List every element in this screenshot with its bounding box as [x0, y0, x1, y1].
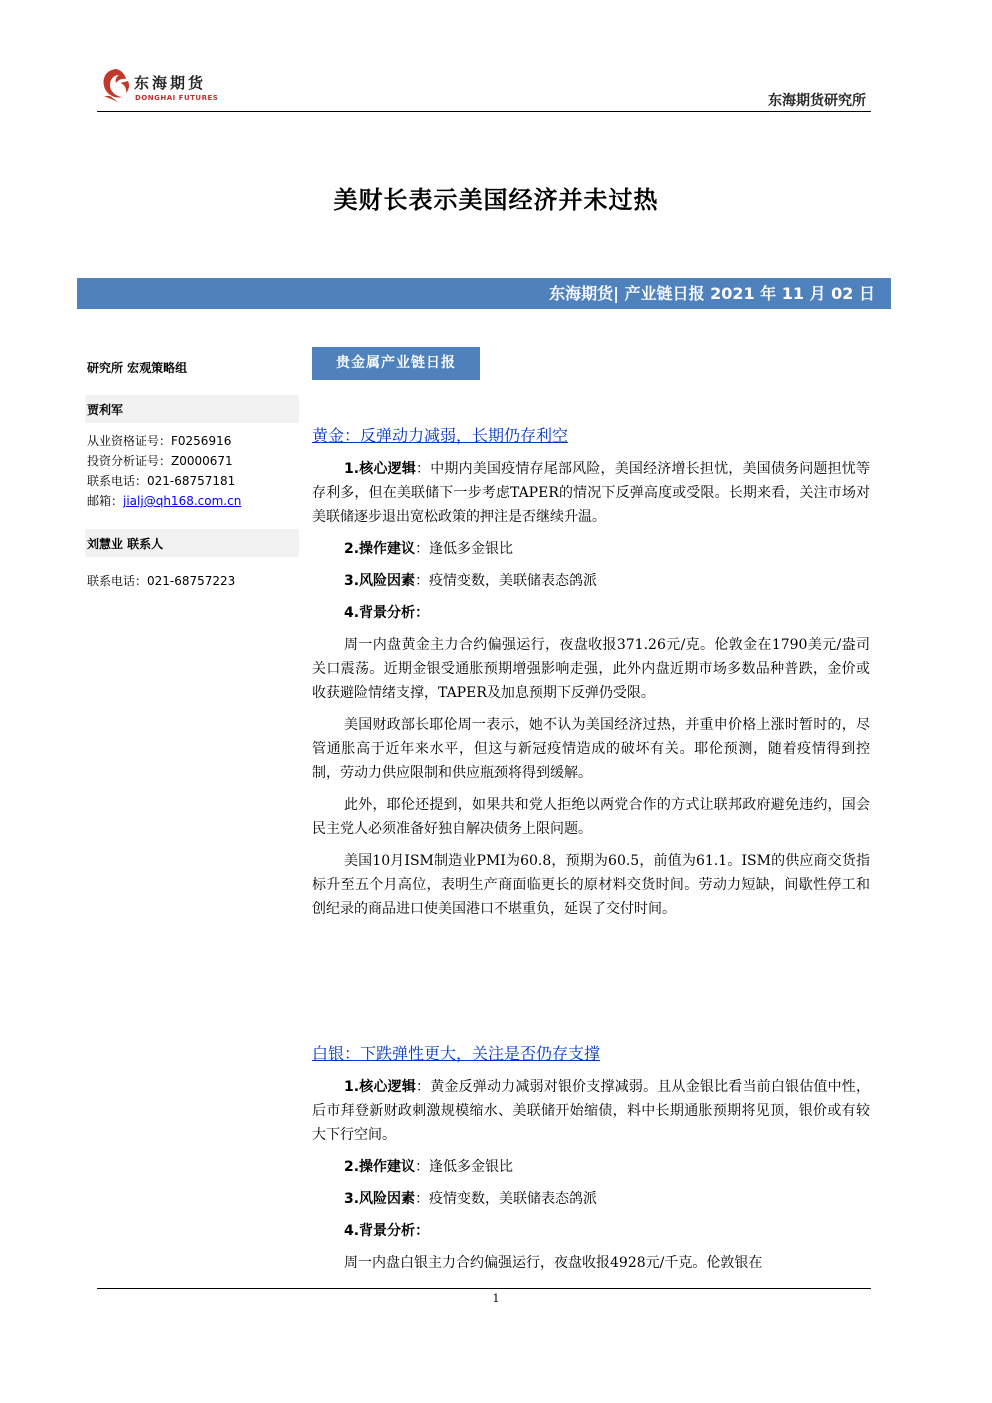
- report-banner: 东海期货| 产业链日报 2021 年 11 月 02 日: [77, 278, 891, 309]
- gold-section-body: [312, 457, 870, 921]
- page-number: 1: [492, 1292, 500, 1305]
- logo-chinese-text: 东海期货: [134, 74, 207, 92]
- analysis-certificate-number: 投资分析证号：Z0000671: [87, 454, 233, 468]
- silver-background-paragraph: 周一内盘白银主力合约偏强运行，夜盘收报4928元/千克。伦敦银在: [344, 1255, 763, 1271]
- footer-divider: [97, 1288, 871, 1289]
- silver-section-title[interactable]: 白银：下跌弹性更大，关注是否仍存支撑: [312, 1044, 601, 1063]
- analyst-email-row: [87, 491, 299, 511]
- silver-section-body: [312, 1075, 870, 1275]
- silver-core-logic: 1.核心逻辑：黄金反弹动力减弱对银价支撑减弱。且从金银比看当前白银估值中性，后市拜登新财政刺激规模缩水、美联储开始缩债，料中长期通胀预期将见顶，银价或有较大下行空间。: [312, 1079, 871, 1143]
- gold-core-logic: 1.核心逻辑：中期内美国疫情存尾部风险，美国经济增长担忧，美国债务问题担忧等存利多，但在美联储下一步考虑TAPER的情况下反弹高度或受限。长期来看，关注市场对美联储逐步退出宽松政策的押注是否继续升温。: [312, 461, 871, 525]
- gold-risk-factors: 3.风险因素：疫情变数，美联储表态鸽派: [344, 573, 598, 589]
- contact-phone: 联系电话：021-68757223: [87, 574, 236, 588]
- analyst-phone: 联系电话：021-68757181: [87, 474, 236, 488]
- silver-background-heading: 4.背景分析：: [344, 1223, 430, 1239]
- analyst-name: 贾利军: [85, 395, 299, 423]
- gold-background-paragraph: 此外，耶伦还提到，如果共和党人拒绝以两党合作的方式让联邦政府避免违约，国会民主党人必须准备好独自解决债务上限问题。: [312, 797, 870, 837]
- gold-background-paragraph: 美国财政部长耶伦周一表示，她不认为美国经济过热，并重申价格上涨时暂时的，尽管通胀高于近年来水平，但这与新冠疫情造成的破坏有关。耶伦预测，随着疫情得到控制，劳动力供应限制和供应瓶颈将得到缓解。: [312, 717, 870, 781]
- qualification-number: 从业资格证号：F0256916: [87, 434, 232, 448]
- logo-english-text: DONGHAI FUTURES: [135, 94, 219, 102]
- gold-background-paragraph: 美国10月ISM制造业PMI为60.8，预期为60.5，前值为61.1。ISM的供应商交货指标升至五个月高位，表明生产商面临更长的原材料交货时间。劳动力短缺，间歇性停工和创纪录的商品进口使美国港口不堪重负，延误了交付时间。: [312, 853, 870, 917]
- report-title: 美财长表示美国经济并未过热: [333, 185, 659, 214]
- department-label: 研究所 宏观策略组: [87, 361, 188, 375]
- gold-background-paragraph: 周一内盘黄金主力合约偏强运行，夜盘收报371.26元/克。伦敦金在1790美元/盎司关口震荡。近期金银受通胀预期增强影响走强，此外内盘近期市场多数品种普跌，金价或收获避险情绪支撑，TAPER及加息预期下反弹仍受限。: [312, 637, 870, 701]
- company-logo: [98, 66, 228, 110]
- gold-section-title[interactable]: 黄金：反弹动力减弱，长期仍存利空: [312, 426, 569, 445]
- header-divider: [97, 111, 871, 112]
- author-sidebar: [87, 355, 299, 591]
- contact-name: 刘慧业 联系人: [85, 529, 299, 557]
- gold-operation-advice: 2.操作建议：逢低多金银比: [344, 541, 514, 557]
- dragon-logo-icon: [98, 66, 134, 104]
- section-tag: 贵金属产业链日报: [312, 347, 480, 380]
- email-label: 邮箱：: [87, 494, 124, 508]
- silver-operation-advice: 2.操作建议：逢低多金银比: [344, 1159, 514, 1175]
- institute-name: 东海期货研究所: [768, 93, 866, 109]
- silver-risk-factors: 3.风险因素：疫情变数，美联储表态鸽派: [344, 1191, 598, 1207]
- email-link[interactable]: jialj@qh168.com.cn: [123, 494, 242, 508]
- gold-background-heading: 4.背景分析：: [344, 605, 430, 621]
